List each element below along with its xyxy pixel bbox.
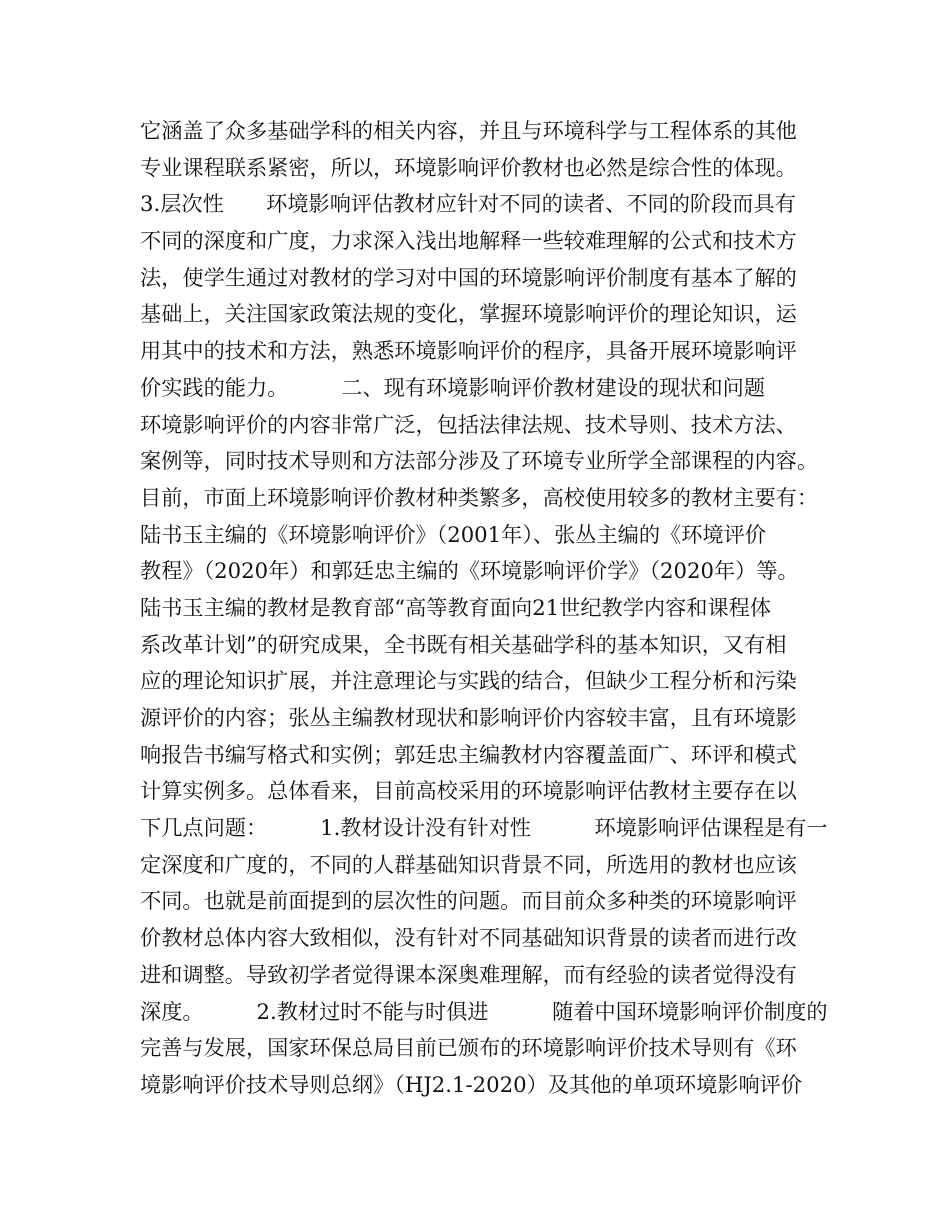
text-line: 专业课程联系紧密，所以，环境影响评价教材也必然是综合性的体现。 (140, 154, 797, 180)
text-line: 不同的深度和广度，力求深入浅出地解释一些较难理解的公式和技术方 (140, 228, 797, 254)
text-line: 价实践的能力。 二、现有环境影响评价教材建设的现状和问题 (140, 374, 766, 400)
text-line: 源评价的内容；张丛主编教材现状和影响评价内容较丰富，且有环境影 (140, 705, 797, 730)
text-line: 响报告书编写格式和实例；郭廷忠主编教材内容覆盖面广、环评和模式 (140, 741, 797, 767)
text-line: 目前，市面上环境影响评价教材种类繁多，高校使用较多的教材主要有： (140, 484, 819, 510)
text-line: 用其中的技术和方法，熟悉环境影响评价的程序，具备开展环境影响评 (140, 338, 797, 364)
text-line: 进和调整。导致初学者觉得课本深奥难理解，而有经验的读者觉得没有 (140, 961, 797, 987)
text-line: 教程》（2020年）和郭廷忠主编的《环境影响评价学》（2020年）等。 (140, 558, 799, 584)
text-line: 案例等，同时技术导则和方法部分涉及了环境专业所学全部课程的内容。 (140, 448, 819, 474)
text-line: 3.层次性 环境影响评估教材应针对不同的读者、不同的阶段而具有 (140, 191, 796, 217)
text-line: 陆书玉主编的《环境影响评价》（2001年）、张丛主编的《环境评价 (140, 521, 766, 547)
text-line: 它涵盖了众多基础学科的相关内容，并且与环境科学与工程体系的其他 (140, 118, 797, 143)
text-line: 定深度和广度的，不同的人群基础知识背景不同，所选用的教材也应该 (140, 851, 797, 877)
text-line: 应的理论知识扩展，并注意理论与实践的结合，但缺少工程分析和污染 (140, 668, 797, 694)
text-line: 计算实例多。总体看来，目前高校采用的环境影响评估教材主要存在以 (140, 778, 797, 804)
body-text (140, 113, 830, 1104)
text-line: 法，使学生通过对教材的学习对中国的环境影响评价制度有基本了解的 (140, 264, 797, 290)
text-line: 境影响评价技术导则总纲》（HJ2.1-2020）及其他的单项环境影响评价 (140, 1071, 803, 1097)
text-line: 完善与发展，国家环保总局目前已颁布的环境影响评价技术导则有《环 (140, 1035, 797, 1061)
text-line: 基础上，关注国家政策法规的变化，掌握环境影响评价的理论知识，运 (140, 301, 797, 327)
text-line: 价教材总体内容大致相似，没有针对不同基础知识背景的读者而进行改 (140, 925, 797, 951)
text-line: 环境影响评价的内容非常广泛，包括法律法规、技术导则、技术方法、 (140, 411, 797, 437)
text-line: 陆书玉主编的教材是教育部“高等教育面向21世纪教学内容和课程体 (140, 594, 772, 620)
text-line: 不同。也就是前面提到的层次性的问题。而目前众多种类的环境影响评 (140, 888, 797, 914)
text-line: 系改革计划”的研究成果，全书既有相关基础学科的基本知识，又有相 (140, 631, 787, 657)
text-line: 下几点问题： 1.教材设计没有针对性 环境影响评估课程是有一 (140, 815, 828, 841)
text-line: 深度。 2.教材过时不能与时俱进 随着中国环境影响评价制度的 (140, 998, 828, 1024)
